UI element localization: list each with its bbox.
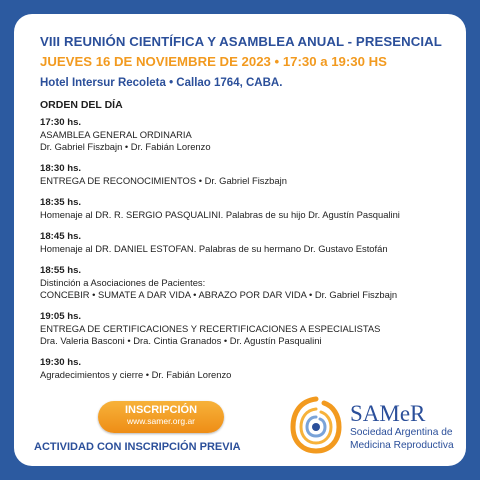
inscription-label: INSCRIPCIÓN bbox=[124, 404, 198, 416]
brand-subtitle-line: Medicina Reproductiva bbox=[350, 440, 454, 451]
agenda-time: 18:30 hs. bbox=[40, 163, 82, 174]
agenda-time: 17:30 hs. bbox=[40, 117, 82, 128]
brand-subtitle-line: Sociedad Argentina de bbox=[350, 427, 453, 438]
agenda-item bbox=[40, 117, 466, 153]
inscription-url: www.samer.org.ar bbox=[126, 416, 196, 426]
registration-note: ACTIVIDAD CON INSCRIPCIÓN PREVIA bbox=[34, 441, 241, 453]
flyer-card bbox=[14, 14, 466, 466]
event-venue: Hotel Intersur Recoleta • Callao 1764, CABA. bbox=[40, 77, 283, 89]
agenda-list bbox=[40, 117, 466, 391]
event-title: VIII REUNIÓN CIENTÍFICA Y ASAMBLEA ANUAL - PRESENCIAL bbox=[40, 34, 442, 49]
agenda-item bbox=[40, 265, 466, 301]
agenda-text: ENTREGA DE RECONOCIMIENTOS • Dr. Gabriel Fiszbajn bbox=[40, 175, 287, 186]
agenda-text: ENTREGA DE CERTIFICACIONES Y RECERTIFICACIONES A ESPECIALISTAS bbox=[40, 323, 381, 334]
agenda-time: 18:35 hs. bbox=[40, 197, 82, 208]
agenda-text: Distinción a Asociaciones de Pacientes: bbox=[40, 277, 206, 288]
agenda-text: Dr. Gabriel Fiszbajn • Dr. Fabián Lorenzo bbox=[40, 141, 211, 152]
brand-subtitle bbox=[350, 426, 454, 452]
agenda-time: 19:05 hs. bbox=[40, 311, 82, 322]
agenda-time: 19:30 hs. bbox=[40, 357, 82, 368]
agenda-text: Agradecimientos y cierre • Dr. Fabián Lorenzo bbox=[40, 369, 232, 380]
agenda-item bbox=[40, 357, 466, 381]
agenda-text: ASAMBLEA GENERAL ORDINARIA bbox=[40, 129, 192, 140]
agenda-text: Homenaje al DR. R. SERGIO PASQUALINI. Palabras de su hijo Dr. Agustín Pasqualini bbox=[40, 209, 400, 220]
agenda-text: CONCEBIR • SUMATE A DAR VIDA • ABRAZO POR DAR VIDA • Dr. Gabriel Fiszbajn bbox=[40, 289, 398, 300]
brand-name: SAMeR bbox=[350, 401, 426, 426]
inscription-button[interactable] bbox=[98, 401, 224, 433]
agenda-text: Homenaje al DR. DANIEL ESTOFAN. Palabras de su hermano Dr. Gustavo Estofán bbox=[40, 243, 388, 254]
agenda-time: 18:55 hs. bbox=[40, 265, 82, 276]
agenda-heading: ORDEN DEL DÍA bbox=[40, 99, 123, 111]
agenda-item bbox=[40, 163, 466, 187]
agenda-item bbox=[40, 197, 466, 221]
agenda-time: 18:45 hs. bbox=[40, 231, 82, 242]
event-date-time: JUEVES 16 DE NOVIEMBRE DE 2023 • 17:30 a 19:30 HS bbox=[40, 54, 387, 69]
agenda-text: Dra. Valeria Basconi • Dra. Cintia Granados • Dr. Agustín Pasqualini bbox=[40, 335, 322, 346]
agenda-item bbox=[40, 311, 466, 347]
agenda-item bbox=[40, 231, 466, 255]
samer-logo-icon bbox=[290, 395, 342, 455]
